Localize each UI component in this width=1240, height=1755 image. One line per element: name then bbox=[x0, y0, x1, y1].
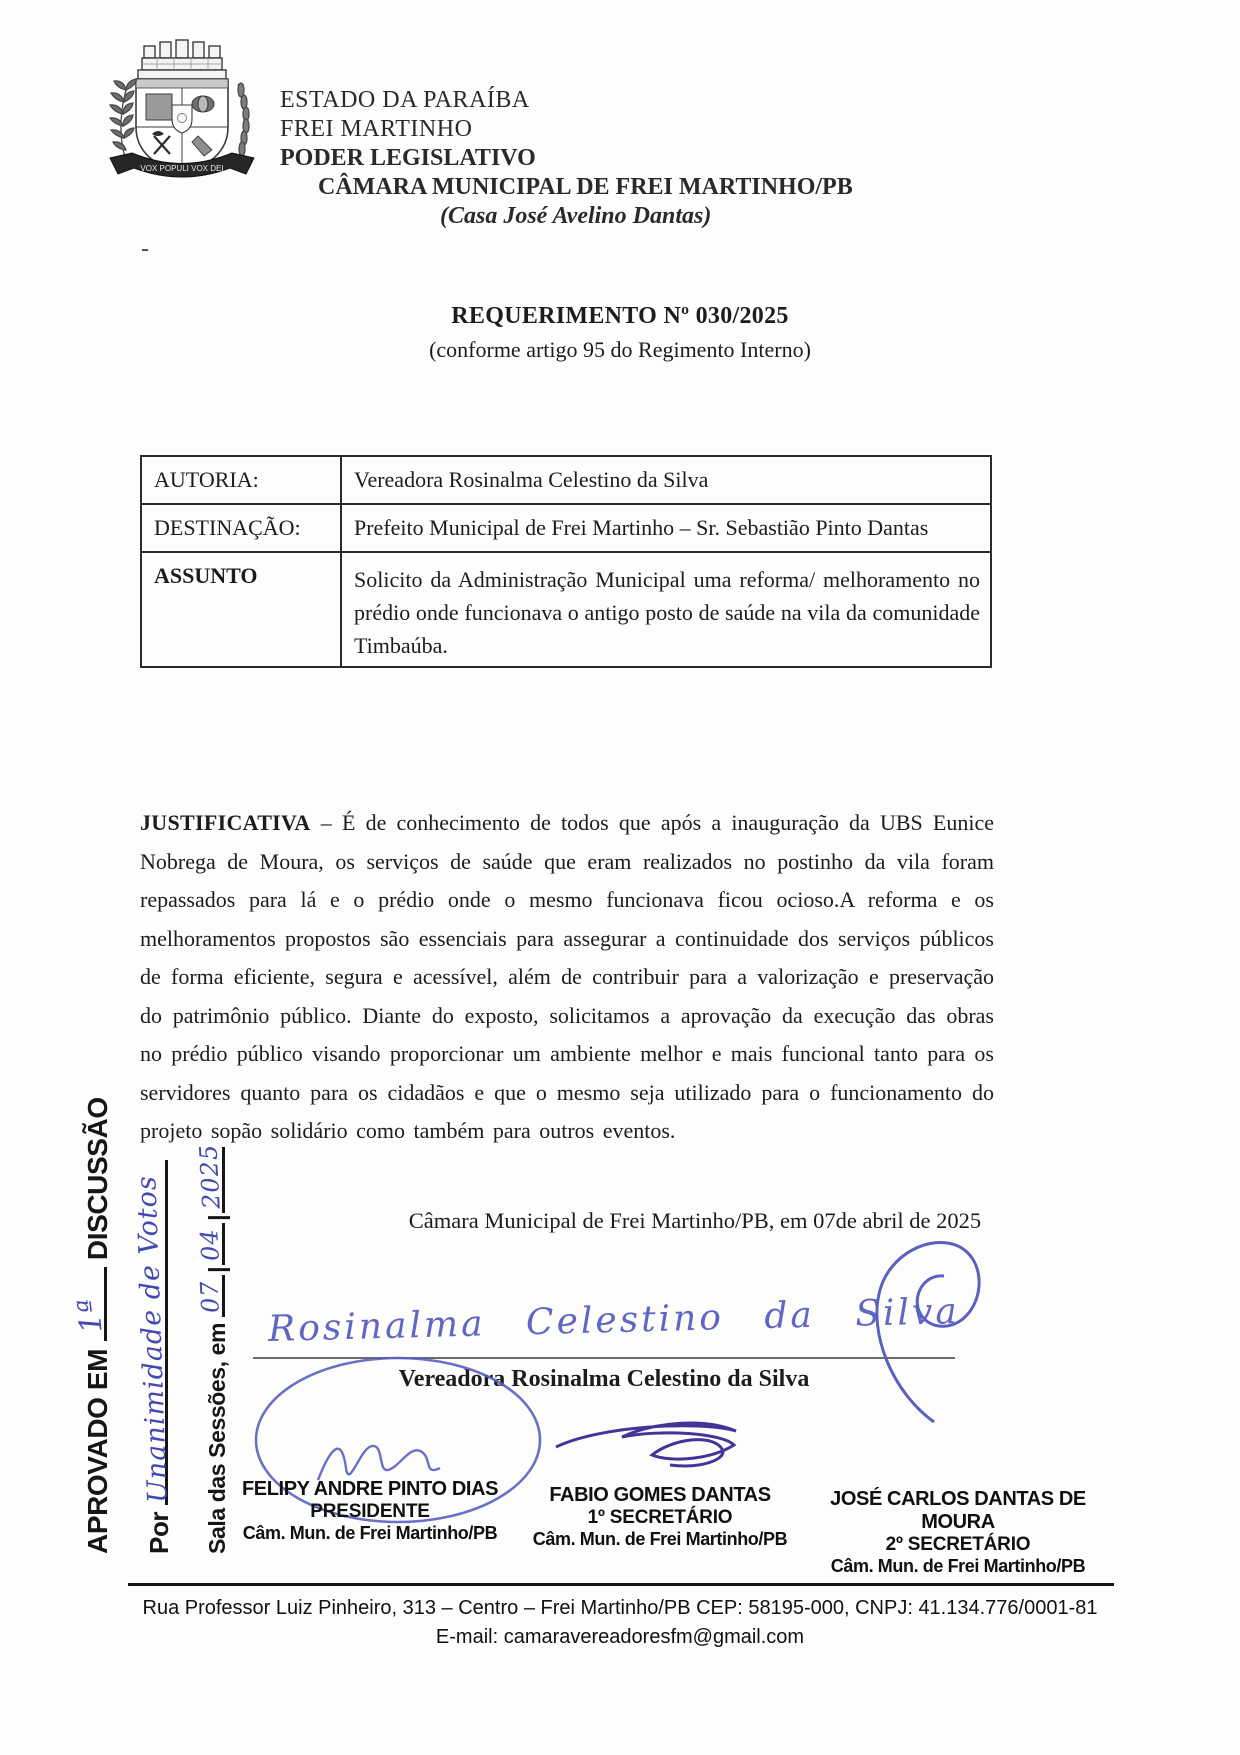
stamp-blank-day bbox=[195, 1275, 225, 1317]
justification-separator: – bbox=[310, 810, 342, 835]
justification-heading: JUSTIFICATIVA bbox=[140, 810, 311, 835]
table-row-autoria bbox=[141, 456, 991, 504]
first-secretary-name: FABIO GOMES DANTAS bbox=[549, 1484, 771, 1506]
table-row-assunto bbox=[141, 552, 991, 667]
handwritten-month: 04 bbox=[195, 1227, 225, 1262]
president-role: PRESIDENTE bbox=[310, 1501, 430, 1522]
footer-address: Rua Professor Luiz Pinheiro, 313 – Centro – Frei Martinho/PB CEP: 58195-000, CNPJ: 41.134.776/0001-81 bbox=[142, 1597, 1098, 1619]
row-label-destinacao: DESTINAÇÃO: bbox=[141, 504, 341, 552]
letterhead-state: ESTADO DA PARAÍBA bbox=[280, 87, 530, 113]
second-secretary-name: JOSÉ CARLOS DANTAS DE MOURA bbox=[830, 1488, 1086, 1533]
author-handwritten-signature: Rosinalma Celestino da Silva bbox=[267, 1290, 961, 1351]
coat-of-arms-icon bbox=[102, 32, 262, 182]
letterhead-house: (Casa José Avelino Dantas) bbox=[440, 203, 712, 229]
document-subtitle: (conforme artigo 95 do Regimento Interno) bbox=[429, 337, 811, 362]
stamp-blank-year bbox=[194, 1143, 226, 1213]
row-value-assunto: Solicito da Administração Municipal uma reforma/ melhoramento no prédio onde funcionava o antigo posto de saúde na vila da comunidade Timbaúba. bbox=[341, 552, 991, 667]
handwritten-vote-result: Unanimidade de Votos bbox=[131, 1174, 174, 1504]
info-table bbox=[140, 455, 992, 668]
stamp-line-session: Sala das Sessões, em 07 | 04 | 2025 bbox=[194, 1143, 230, 1554]
handwritten-year: 2025 bbox=[194, 1143, 226, 1210]
row-label-autoria: AUTORIA: bbox=[141, 456, 341, 504]
second-secretary-org: Câm. Mun. de Frei Martinho/PB bbox=[830, 1556, 1086, 1576]
table-row-destinacao bbox=[141, 504, 991, 552]
stamp-line-approved: APROVADO EM 1ª DISCUSSÃO bbox=[71, 1097, 113, 1554]
letterhead-chamber: CÂMARA MUNICIPAL DE FREI MARTINHO/PB bbox=[318, 174, 853, 200]
signature-block-second-secretary bbox=[808, 1488, 1108, 1577]
stray-dash-mark: - bbox=[141, 236, 149, 262]
signature-block-president bbox=[230, 1478, 510, 1544]
crest-motto: VOX POPULI VOX DEI bbox=[140, 164, 224, 173]
first-secretary-signature-scribble bbox=[552, 1415, 742, 1475]
row-value-destinacao: Prefeito Municipal de Frei Martinho – Sr. Sebastião Pinto Dantas bbox=[341, 504, 991, 552]
row-label-assunto: ASSUNTO bbox=[141, 552, 341, 667]
letterhead-branch: PODER LEGISLATIVO bbox=[280, 145, 536, 171]
justification-paragraph bbox=[140, 804, 994, 1151]
row-value-autoria: Vereadora Rosinalma Celestino da Silva bbox=[341, 456, 991, 504]
footer bbox=[100, 1594, 1140, 1652]
president-org: Câm. Mun. de Frei Martinho/PB bbox=[242, 1523, 498, 1543]
stamp-line-by: Por Unanimidade de Votos bbox=[144, 1160, 175, 1554]
justification-body: É de conhecimento de todos que após a inauguração da UBS Eunice Nobrega de Moura, os serviços de saúde que eram realizados no postinho da vila foram repassados para lá e o prédio onde o mesmo funcionava ficou ocioso.A reforma e os melhoramentos propostos são essenciais para assegurar a continuidade dos serviços públicos de forma eficiente, segura e acessível, além de contribuir para a valorização e preservação do patrimônio público. Diante do exposto, solicitamos a aprovação da execução das obras no prédio público visando proporcionar um ambiente melhor e mais funcional tanto para os servidores quanto para os cidadãos e que o mesmo seja utilizado para o funcionamento do projeto sopão solidário como também para outros eventos. bbox=[140, 810, 995, 1143]
handwritten-discussion-number: 1ª bbox=[71, 1296, 110, 1336]
letterhead bbox=[280, 86, 853, 231]
stamp-blank-month bbox=[195, 1223, 225, 1265]
second-secretary-role: 2º SECRETÁRIO bbox=[885, 1534, 1031, 1555]
second-secretary-signature-scribble bbox=[852, 1232, 1022, 1427]
footer-divider bbox=[128, 1583, 1114, 1586]
footer-email: E-mail: camaravereadoresfm@gmail.com bbox=[435, 1626, 805, 1648]
approval-stamp bbox=[66, 1097, 256, 1554]
dateline: Câmara Municipal de Frei Martinho/PB, em 07de abril de 2025 bbox=[408, 1208, 982, 1233]
first-secretary-role: 1º SECRETÁRIO bbox=[587, 1507, 733, 1528]
stamp-blank-discussion-number bbox=[71, 1268, 110, 1342]
first-secretary-org: Câm. Mun. de Frei Martinho/PB bbox=[532, 1529, 788, 1549]
signature-block-first-secretary bbox=[520, 1484, 800, 1550]
document-title: REQUERIMENTO Nº 030/2025 bbox=[451, 303, 789, 329]
handwritten-day: 07 bbox=[195, 1279, 225, 1314]
letterhead-city: FREI MARTINHO bbox=[280, 116, 473, 142]
author-printed-name: Vereadora Rosinalma Celestino da Silva bbox=[398, 1366, 810, 1392]
president-name: FELIPY ANDRE PINTO DIAS bbox=[241, 1478, 499, 1500]
